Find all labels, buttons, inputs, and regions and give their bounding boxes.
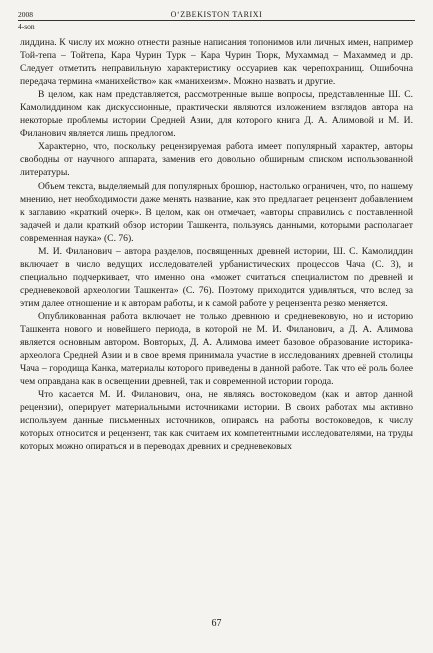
body-text	[20, 36, 413, 454]
header-rule	[18, 20, 415, 21]
paragraph: Характерно, что, поскольку рецензируемая работа имеет популярный характер, авторы свободны от научного аппарата, заменив его довольно обширным списком использованной литературы.	[20, 141, 413, 179]
header-year: 2008	[18, 10, 33, 19]
page-number: 67	[211, 618, 222, 629]
paragraph: Объем текста, выделяемый для популярных брошюр, настолько ограничен, что, по нашему мнению, нет необходимости даже менять название, как это предлагает рецензент добавлением к заглавию «краткий очерк». В целом, как он отмечает, «авторы справились с поставленной задачей и дали краткий обзор истории Ташкента, пользуясь данными, которыми располагает современная наука» (С. 76).	[20, 180, 413, 244]
paragraph: Что касается М. И. Филанович, она, не являясь востоковедом (как и автор данной рецензии), оперирует материальными источниками истории. В своих работах мы активно используем данные письменных источников, опираясь на работы востоковедов, к числу которых относится и рецензент, так как считаем их компетентными исследователями, на труды которых можно опираться и в переводах древних и средневековых	[20, 389, 413, 453]
header-journal-title: O‘ZBEKISTON TARIXI	[170, 10, 263, 19]
paragraph: М. И. Филанович – автора разделов, посвященных древней истории, Ш. С. Камолиддин включает в число ведущих исследователей урбанистических процессов Чача (С. 3), и специально подчеркивает, что именно она «может считаться специалистом по древней и средневековой археологии Ташкента» (С. 76). Поэтому приходится удивляться, что вслед за этим далее отношение и к авторам работы, и к самой работе у рецензента резко меняется.	[20, 245, 413, 309]
paragraph: В целом, как нам представляется, рассмотренные выше вопросы, представленные Ш. С. Камолиддином как дискуссионные, практически являются изложением взглядов автора на некоторые проблемы истории Средней Азии, для которого книга Д. А. Алимовой и М. И. Филанович является лишь предлогом.	[20, 89, 413, 140]
paragraph: Опубликованная работа включает не только древнюю и средневековую, но и историю Ташкента нового и новейшего периода, в которой не М. И. Филанович, а Д. А. Алимова является основным автором. Вовторых, Д. А. Алимова имеет базовое образование историка-археолога Средней Азии и в свое время принимала участие в исследованиях древней столицы Чача – городища Канка, материалы которого приведены в данной работе. Так что её роль более чем оправдана как в освещении древней, так и современной истории города.	[20, 310, 413, 388]
header-issue: 4-son	[18, 22, 35, 31]
paragraph: лиддина. К числу их можно отнести разные написания топонимов или личных имен, например Той-тепа – Тойтепа, Кара Чурин Турк – Кара Чурин Тюрк, Мухаммад – Махаммед и др. Следует отметить неправильную характеристику оссуариев как черепохранищ. Ошибочна передача термина «манихейство» как «манихеизм». Можно назвать и другие.	[20, 37, 413, 88]
